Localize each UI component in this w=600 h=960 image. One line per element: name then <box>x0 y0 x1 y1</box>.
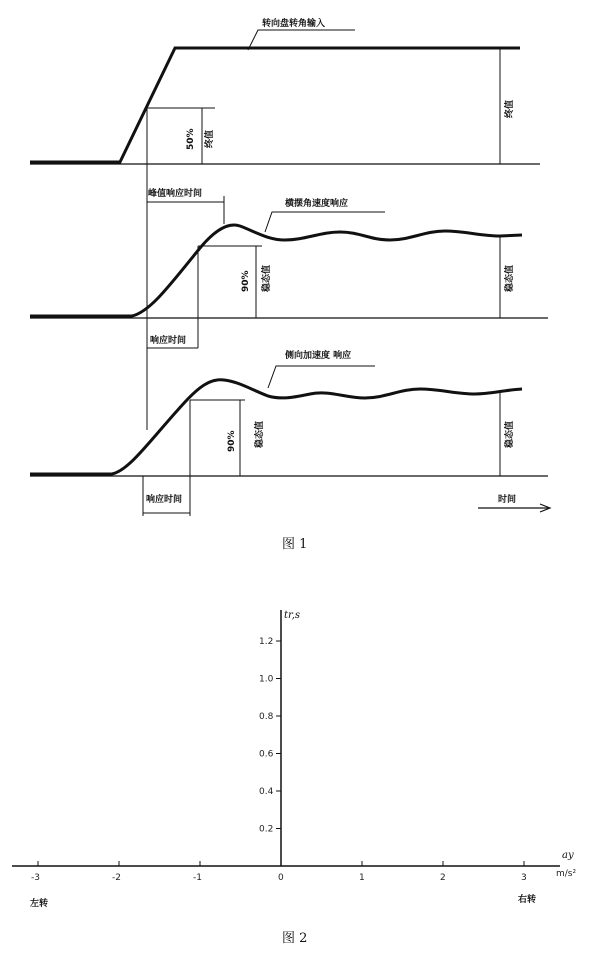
x-axis-label: ay <box>562 850 574 861</box>
leader-lateral <box>268 366 375 388</box>
steering-input-curve <box>30 48 520 162</box>
y-tick-label: 0.6 <box>259 749 274 760</box>
y-tick-label: 0.8 <box>259 712 274 722</box>
y-axis-label: tr,s <box>284 610 301 621</box>
leader-yaw <box>265 212 385 232</box>
yaw-rate-curve <box>30 225 522 316</box>
x-tick-label: -2 <box>112 873 121 883</box>
steady-value-right-a: 稳态值 <box>505 264 515 292</box>
response-time-label-a: 响应时间 <box>150 336 187 346</box>
steady-value-label-b: 稳态值 <box>255 420 265 448</box>
figure-2-axes <box>12 610 560 866</box>
pct-50-label: 50% <box>186 128 196 150</box>
pct-90-label-b: 90% <box>227 430 237 452</box>
steering-input-panel <box>30 30 540 430</box>
x-tick-label: 0 <box>278 873 284 883</box>
y-tick-label: 0.4 <box>259 787 274 797</box>
y-tick-label: 0.2 <box>259 824 274 835</box>
y-tick-label: 1.0 <box>259 674 274 685</box>
mid-value-label: 终值 <box>205 129 215 148</box>
x-tick-label: -3 <box>31 873 40 883</box>
pct-90-label-a: 90% <box>241 270 251 292</box>
x-tick-label: 1 <box>359 873 365 883</box>
x-tick-label: 2 <box>440 873 446 883</box>
yaw-rate-panel <box>30 196 548 348</box>
figure-1-caption: 图 1 <box>282 537 308 552</box>
time-label: 时间 <box>498 495 517 505</box>
steady-value-right-b: 稳态值 <box>505 420 515 448</box>
right-turn-label: 右转 <box>518 895 537 905</box>
x-tick-label: 3 <box>521 873 527 883</box>
y-tick-label: 1.2 <box>259 637 274 647</box>
response-time-label-b: 响应时间 <box>146 495 183 505</box>
lateral-accel-panel <box>30 366 550 516</box>
y-ticks <box>259 637 281 835</box>
lateral-accel-curve <box>30 380 522 474</box>
x-ticks <box>31 861 527 883</box>
x-tick-label: -1 <box>193 873 202 883</box>
peak-response-time-label: 峰值响应时间 <box>148 189 203 199</box>
steering-input-label: 转向盘转角输入 <box>262 19 326 29</box>
x-unit-label: m/s² <box>556 869 577 879</box>
steady-value-label-a: 稳态值 <box>262 264 272 292</box>
final-value-label: 终值 <box>505 99 515 118</box>
left-turn-label: 左转 <box>30 899 49 909</box>
figure-2-caption: 图 2 <box>282 931 308 946</box>
yaw-rate-response-label: 横摆角速度响应 <box>285 199 349 209</box>
lateral-accel-response-label: 侧向加速度 响应 <box>285 351 352 361</box>
